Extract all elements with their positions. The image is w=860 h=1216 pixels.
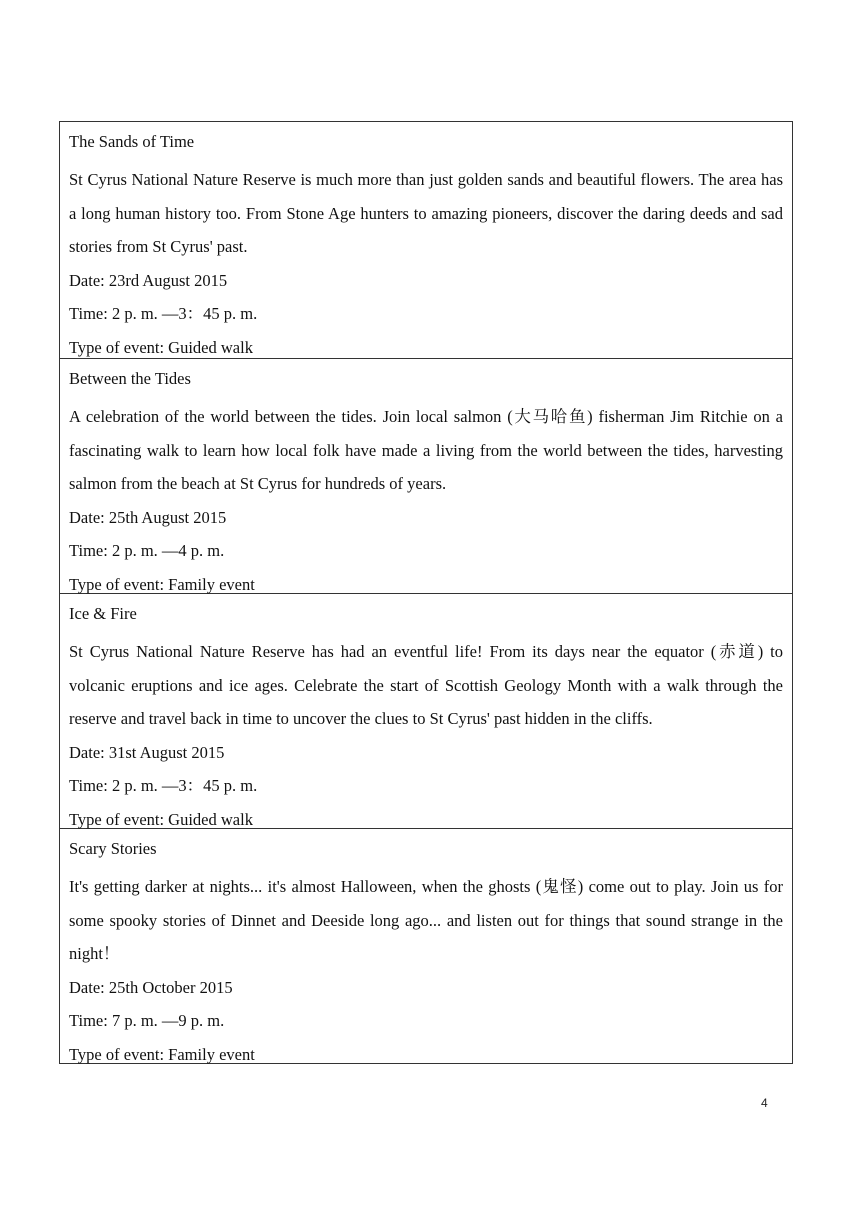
page-number: 4: [761, 1096, 768, 1110]
event-description: St Cyrus National Nature Reserve is much more than just golden sands and beautiful flowers. The area has a long human history too. From Stone Age hunters to amazing pioneers, discover the daring deeds and sad stories from St Cyrus' past.: [69, 170, 783, 256]
event-cell-scary-stories: [60, 828, 792, 1063]
event-date: Date: 31st August 2015: [69, 742, 225, 762]
event-description: It's getting darker at nights... it's almost Halloween, when the ghosts (鬼怪) come out to play. Join us for some spooky stories of Dinnet and Deeside long ago... and listen out for things that sound strange in the night！: [69, 877, 783, 963]
event-title: Between the Tides: [69, 369, 191, 388]
events-table: [59, 121, 793, 1064]
event-cell-ice-and-fire: [60, 593, 792, 828]
event-type: Type of event: Family event: [69, 574, 255, 594]
event-date: Date: 25th August 2015: [69, 507, 227, 527]
event-description: St Cyrus National Nature Reserve has had an eventful life! From its days near the equator (赤道) to volcanic eruptions and ice ages. Celebrate the start of Scottish Geology Month with a walk through the reserve and travel back in time to uncover the clues to St Cyrus' past hidden in the cliffs.: [69, 642, 783, 728]
event-title: The Sands of Time: [69, 132, 195, 151]
event-date: Date: 25th October 2015: [69, 977, 233, 997]
event-time: Time: 2 p. m. —4 p. m.: [69, 541, 225, 560]
event-description: A celebration of the world between the tides. Join local salmon (大马哈鱼) fisherman Jim Ritchie on a fascinating walk to learn how local folk have made a living from the world between the tides, harvesting salmon from the beach at St Cyrus for hundreds of years.: [69, 407, 783, 493]
event-time: Time: 2 p. m. —3：45 p. m.: [69, 304, 258, 323]
event-time: Time: 7 p. m. —9 p. m.: [69, 1011, 225, 1030]
event-date: Date: 23rd August 2015: [69, 270, 228, 290]
event-title: Ice & Fire: [69, 604, 137, 623]
event-cell-sands-of-time: [60, 122, 792, 358]
event-type: Type of event: Family event: [69, 1044, 255, 1064]
event-type: Type of event: Guided walk: [69, 809, 253, 829]
event-cell-between-the-tides: [60, 358, 792, 593]
event-title: Scary Stories: [69, 839, 157, 858]
event-time: Time: 2 p. m. —3：45 p. m.: [69, 776, 258, 795]
event-type: Type of event: Guided walk: [69, 337, 253, 357]
